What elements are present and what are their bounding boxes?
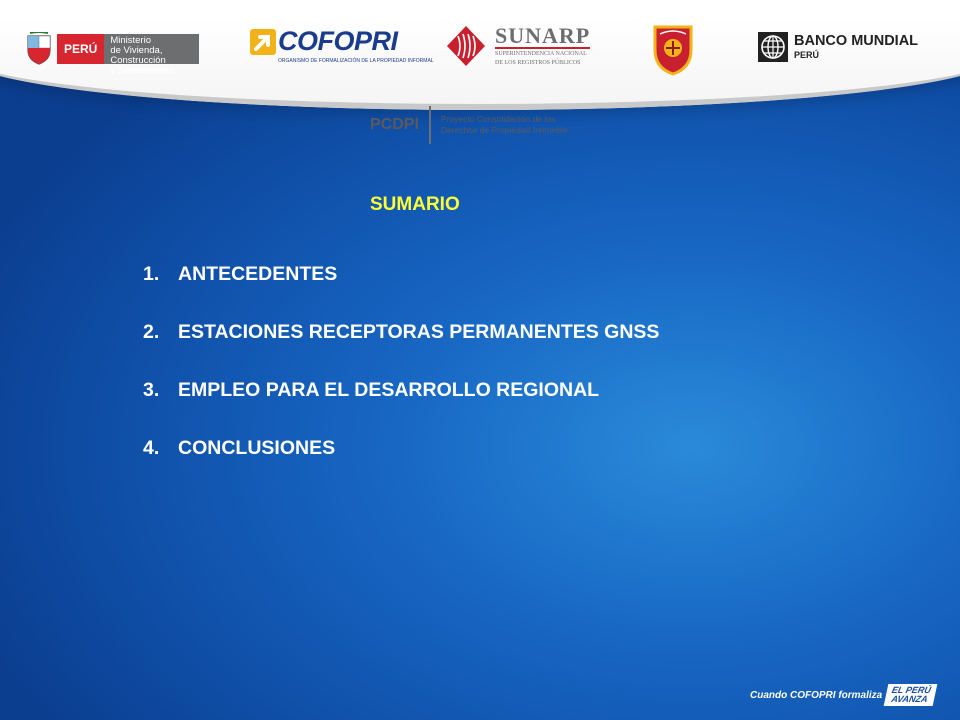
sumario-item (143, 259, 659, 290)
el-peru-avanza-badge (884, 684, 938, 706)
ministry-name (104, 34, 199, 76)
banco-mundial-logo (758, 32, 918, 62)
badge-line-1: EL PERÚ (891, 685, 933, 695)
item-text: EMPLEO PARA EL DESARROLLO REGIONAL (178, 379, 600, 401)
item-text: CONCLUSIONES (178, 437, 336, 459)
banco-mundial-texts (794, 33, 918, 61)
item-number: 1. (143, 263, 160, 285)
pcdpi-divider (429, 106, 431, 144)
item-number: 4. (143, 437, 160, 459)
cofopri-arrow-icon (250, 29, 276, 55)
logo-bar (0, 10, 960, 80)
banco-mundial-name: BANCO MUNDIAL (794, 33, 919, 49)
sumario-list (143, 259, 659, 491)
cofopri-subtitle: ORGANISMO DE FORMALIZACIÓN DE LA PROPIEDAD INFORMAL (278, 58, 434, 64)
footer-text: Cuando COFOPRI formaliza (750, 689, 883, 701)
banco-mundial-country: PERÚ (794, 50, 820, 60)
item-text: ANTECEDENTES (178, 263, 338, 285)
ministry-line-1: Ministerio (110, 35, 151, 46)
sunarp-emblem-icon (445, 24, 487, 68)
ministerio-vivienda-logo (24, 28, 199, 76)
sunarp-subtitle-2: DE LOS REGISTROS PÚBLICOS (495, 60, 581, 66)
sunarp-subtitle-1: SUPERINTENDENCIA NACIONAL (495, 51, 587, 57)
pcdpi-logo (370, 106, 568, 144)
sumario-item (143, 317, 659, 348)
badge-line-2: AVANZA (890, 694, 929, 704)
footer-tagline (750, 684, 935, 706)
cofopri-main (250, 26, 398, 57)
item-number: 2. (143, 321, 160, 343)
ministry-line-2: de Vivienda, Construcción (110, 45, 166, 66)
sumario-item (143, 433, 659, 464)
slide-title: SUMARIO (370, 194, 460, 215)
item-text: ESTACIONES RECEPTORAS PERMANENTES GNSS (178, 321, 660, 343)
sumario-item (143, 375, 659, 406)
pcdpi-description (441, 114, 568, 136)
peru-coat-of-arms-icon (24, 32, 54, 66)
instituto-geografico-logo (652, 24, 694, 76)
cofopri-name: COFOPRI (278, 26, 398, 56)
pcdpi-description-line-1: Proyecto Consolidación de los (440, 114, 556, 124)
pcdpi-description-line-2: Derechos de Propiedad Inmueble (440, 125, 568, 135)
pcdpi-acronym: PCDPI (370, 116, 419, 133)
world-bank-globe-icon (758, 32, 788, 62)
ign-shield-icon (652, 24, 694, 76)
sunarp-name: SUNARP (495, 23, 591, 48)
sunarp-texts (495, 25, 590, 67)
sunarp-logo (445, 24, 590, 68)
item-number: 3. (143, 379, 160, 401)
ministry-line-3: y Saneamiento (110, 65, 174, 76)
peru-label: PERÚ (57, 34, 104, 64)
cofopri-logo (250, 26, 434, 64)
